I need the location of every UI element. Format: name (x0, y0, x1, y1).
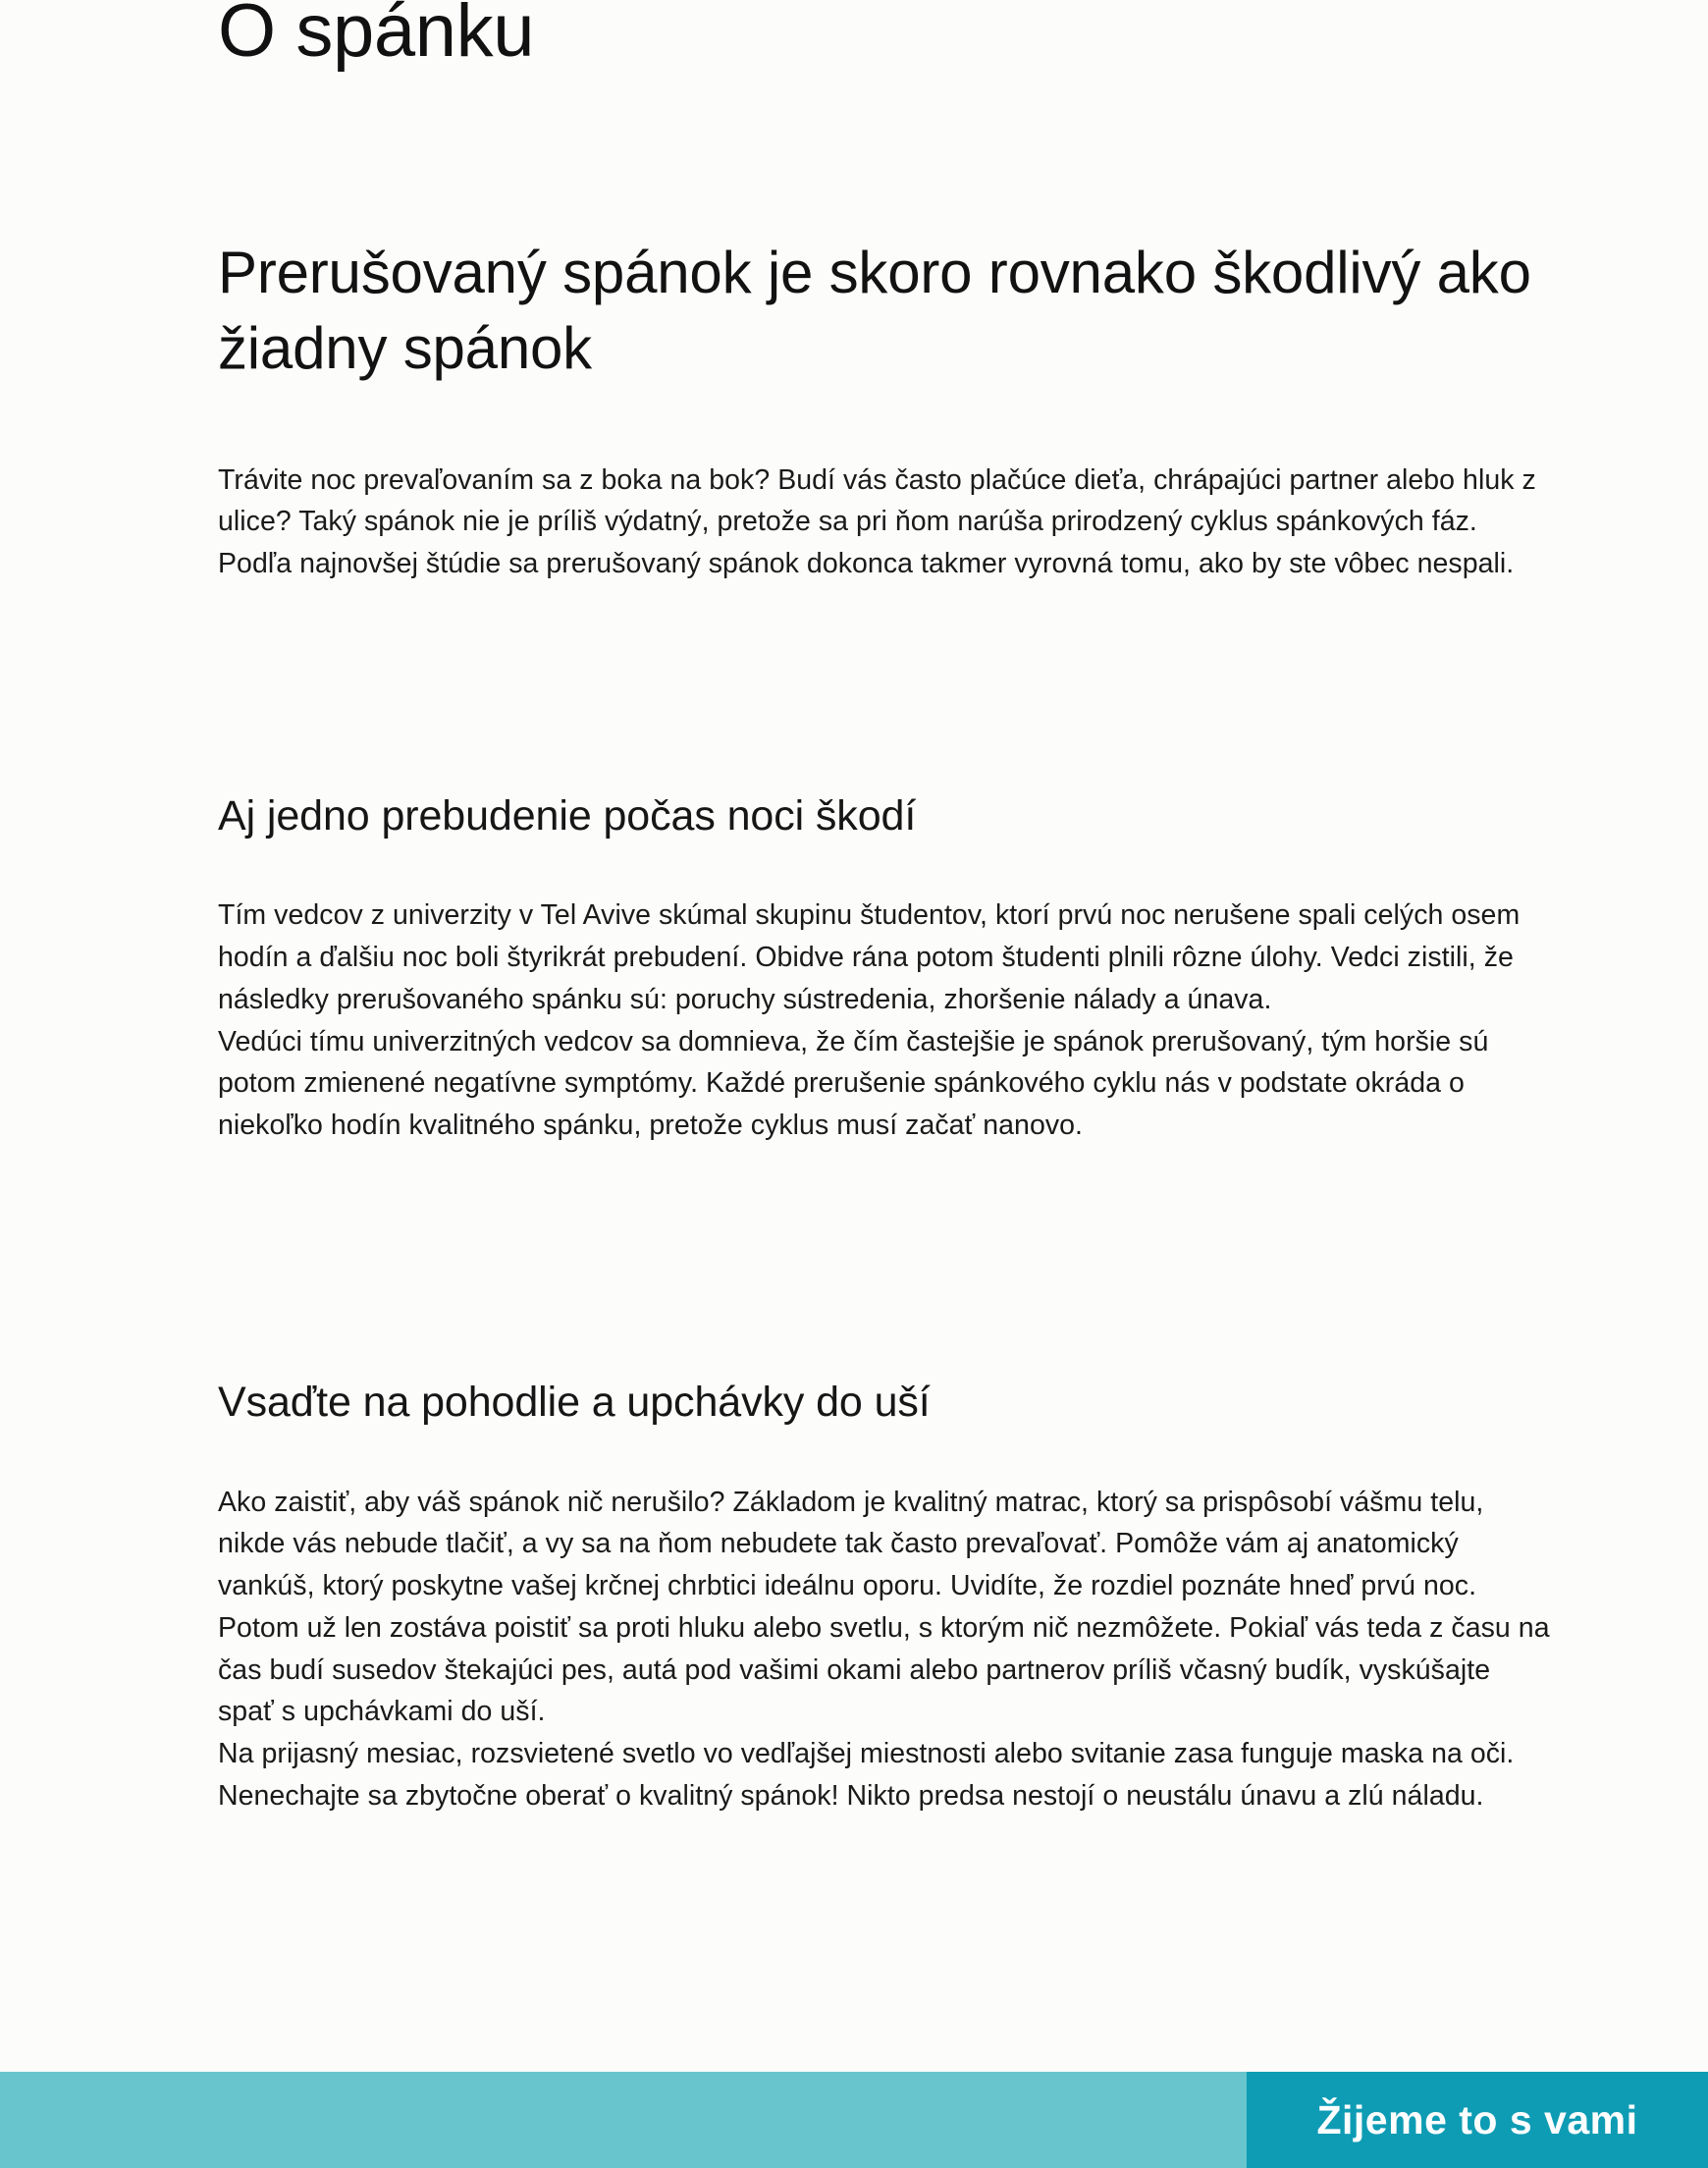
document-content (218, 0, 1592, 1817)
page-title: O spánku (218, 0, 535, 73)
section-2-paragraph-2: Potom už len zostáva poistiť sa proti hluku alebo svetlu, s ktorým nič nezmôžete. Pokiaľ vás teda z času na čas budí susedov štekajúci pes, autá pod vašimi okami alebo partnerov príliš včasný budík, vyskúšajte spať s upchávkami do uší. (218, 1611, 1550, 1728)
section-heading-2: Vsaďte na pohodlie a upchávky do uší (218, 1378, 931, 1426)
page-footer (0, 2072, 1708, 2168)
section-heading-1: Aj jedno prebudenie počas noci škodí (218, 791, 917, 840)
article-headline: Prerušovaný spánok je skoro rovnako škodlivý ako žiadny spánok (218, 240, 1531, 381)
section-1-paragraph-1: Tím vedcov z univerzity v Tel Avive skúmal skupinu študentov, ktorí prvú noc nerušene spali celých osem hodín a ďalšiu noc boli štyrikrát prebudení. Obidve rána potom študenti plnili rôzne úlohy. Vedci zistili, že následky prerušovaného spánku sú: poruchy sústredenia, zhoršenie nálady a únava. (218, 899, 1521, 1015)
footer-slogan: Žijeme to s vami (1316, 2096, 1638, 2142)
footer-brand-block (1247, 2072, 1708, 2168)
section-1-paragraph-2: Vedúci tímu univerzitných vedcov sa domnieva, že čím častejšie je spánok prerušovaný, tým horšie sú potom zmienené negatívne symptómy. Každé prerušenie spánkového cyklu nás v podstate okráda o niekoľko hodín kvalitného spánku, pretože cyklus musí začať nanovo. (218, 1025, 1489, 1142)
section-2-paragraph-3: Na prijasný mesiac, rozsvietené svetlo vo vedľajšej miestnosti alebo svitanie zasa funguje maska na oči. Nenechajte sa zbytočne oberať o kvalitný spánok! Nikto predsa nestojí o neustálu únavu a zlú náladu. (218, 1738, 1515, 1812)
section-2-paragraph-1: Ako zaistiť, aby váš spánok nič nerušilo? Základom je kvalitný matrac, ktorý sa prispôsobí vášmu telu, nikde vás nebude tlačiť, a vy sa na ňom nebudete tak často prevaľovať. Pomôže vám aj anatomický vankúš, ktorý poskytne vašej krčnej chrbtici ideálnu oporu. Uvidíte, že rozdiel poznáte hneď prvú noc. (218, 1486, 1484, 1602)
intro-paragraph: Trávite noc prevaľovaním sa z boka na bok? Budí vás často plačúce dieťa, chrápajúci partner alebo hluk z ulice? Taký spánok nie je príliš výdatný, pretože sa pri ňom narúša prirodzený cyklus spánkových fáz. Podľa najnovšej štúdie sa prerušovaný spánok dokonca takmer vyrovná tomu, ako by ste vôbec nespali. (218, 463, 1536, 580)
